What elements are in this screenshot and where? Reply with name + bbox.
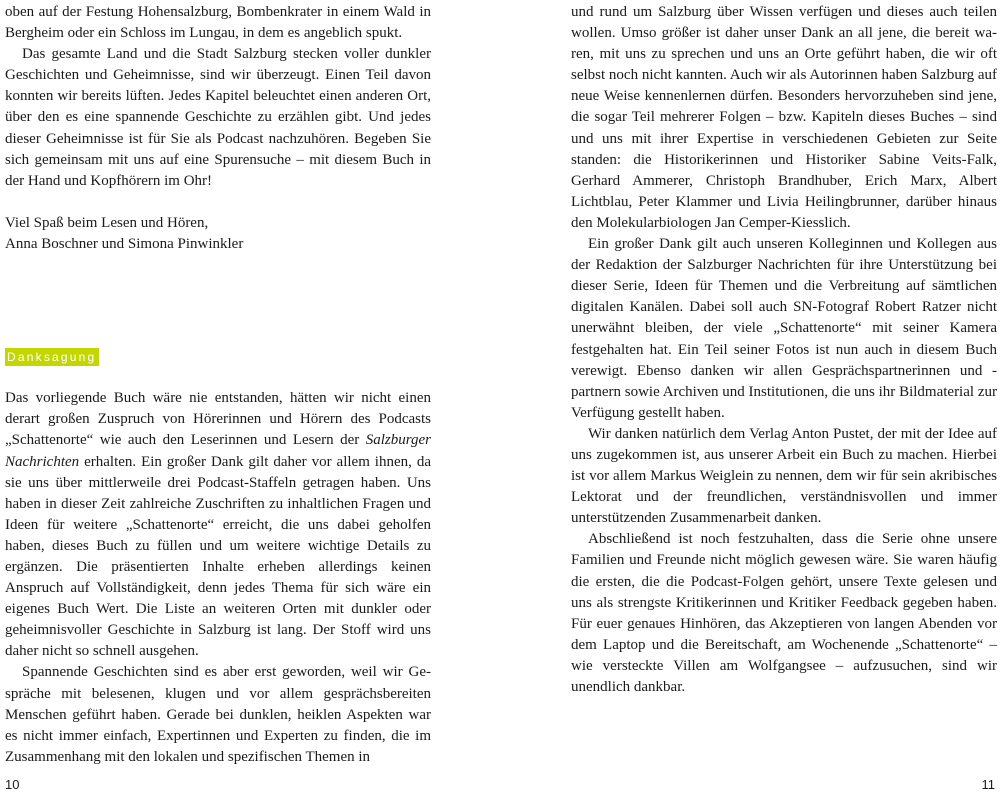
page-number-right: 11	[981, 777, 995, 792]
acknowledgement-paragraph-1	[5, 388, 431, 662]
newspaper-title: Salzburger Nachrichten	[5, 432, 431, 470]
author-names: Anna Boschner und Simona Pinwinkler	[5, 236, 244, 253]
ack-text-part-2: erhalten. Ein großer Dank gilt daher vor allem ihnen, da sie uns über mittlerweile drei Podcast-Staffeln getragen haben. Uns haben in dieser Zeit zahlreiche Zuschriften zu inhaltlichen Fragen und Ideen für weitere „Schattenorte“ erreicht, die uns dabei geholfen haben, dieses Buch zu füllen und um weitere wichtige Details zu ergänzen. Die präsentierten Inhalte erheben allerdings keinen Anspruch auf Vollständigkeit, denn jedes Thema für sich wäre ein eigenes Buch Wert. Die Liste an weiteren Orten mit dunkler oder geheimnisvoller Geschichte in Salzburg ist lang. Der Stoff wird uns daher nicht so schnell ausgehen.	[5, 453, 431, 660]
right-paragraph-4: Abschließend ist noch festzuhalten, dass die Serie ohne unsere Familien und Freunde nicht möglich gewesen wäre. Sie waren häufig die ersten, die die Podcast-Folgen gehört, unsere Texte gelesen und uns als strengste Kritikerinnen und Kritiker Feedback gegeben haben. Für euer genaues Hinhören, das Akzeptieren von langen Abenden vor dem Laptop und die Bereitschaft, am Wochenende „Schattenorte“ – wie versteckte Villen am Wolfgangsee – aufzusuchen, sind wir unendlich dankbar.	[571, 531, 997, 695]
acknowledgement-paragraph-2: Spannende Geschichten sind es aber erst geworden, weil wir Gespräche mit belesenen, klugen und vor allem gesprächsbereiten Menschen geführt haben. Gerade bei dunklen, heiklen Aspekten war es nicht immer einfach, Expertinnen und Experten zu finden, die im Zusammenhang mit den lokalen und spezifischen Themen in	[5, 664, 431, 765]
ack-text-part-1: Das vorliegende Buch wäre nie entstanden, hätten wir nicht einen derart großen Zuspruch von Hörerinnen und Hörern des Podcasts „Schattenorte“ wie auch den Leserinnen und Lesern der	[5, 390, 431, 449]
right-paragraph-3: Wir danken natürlich dem Verlag Anton Pustet, der mit der Idee auf uns zugekommen ist, aus unserer Arbeit ein Buch zu machen. Hierbei ist vor allem Markus Weiglein zu nennen, dem wir für sein akribisches Lektorat und der freundlichen, verständnisvollen und immer unterstützenden Zusammenarbeit danken.	[571, 425, 997, 527]
greeting-line: Viel Spaß beim Lesen und Hören,	[5, 214, 209, 231]
right-paragraph-2: Ein großer Dank gilt auch unseren Kolleginnen und Kollegen aus der Redaktion der Salzburger Nachrichten für ihre Unterstützung bei dieser Serie, Ideen für Themen und die Verbreitung auf sämtlichen digitalen Kanälen. Dabei soll auch SN-Fotograf Robert Ratzer nicht unerwähnt bleiben, der viele „Schattenorte“ mit seiner Kamera festgehalten hat. Ein Teil seiner Fotos ist nun auch in diesem Buch verewigt. Ebenso danken wir allen Gesprächspartnerinnen und -partnern sowie Archiven und Institutionen, die uns ihr Bildmaterial zur Verfügung gestellt haben.	[571, 236, 997, 421]
page-number-left: 10	[5, 777, 20, 792]
left-paragraph-2: Das gesamte Land und die Stadt Salzburg stecken voller dunkler Geschichten und Geheimnisse, sind wir überzeugt. Einen Teil davon konnten wir bereits lüften. Jedes Kapitel beleuchtet einen anderen Ort, über den es eine spannende Geschichte zu erzählen gibt. Und jedes dieser Geheimnisse ist für Sie als Podcast nachzuhören. Begeben Sie sich gemeinsam mit uns auf eine Spurensuche – mit diesem Buch in der Hand und Kopfhörern im Ohr!	[5, 46, 431, 189]
section-heading-danksagung: Danksagung	[5, 348, 99, 366]
left-page	[5, 2, 431, 768]
right-paragraph-1: und rund um Salzburg über Wissen verfügen und dieses auch teilen wollen. Umso größer ist daher unser Dank an all jene, die bereit waren, mit uns zu sprechen und uns an Orte geführt haben, die wir oft selbst noch nicht kannten. Auch wir als Autorinnen haben Salzburg auf neue Weise kennenlernen dürfen. Besonders hervorzuheben sind jene, die sogar Teil mehrerer Folgen – bzw. Kapiteln dieses Buches – sind und uns mit ihrer Expertise in verschiedenen Gebieten zur Seite standen: die Historikerinnen und Historiker Sabine Veits-Falk, Gerhard Ammerer, Christoph Brandhuber, Erich Marx, Albert Lichtblau, Peter Klammer und Livia Heilingbrunner, darüber hinaus den Molekularbiologen Jan Cemper-Kiesslich.	[571, 4, 997, 231]
left-paragraph-1: oben auf der Festung Hohensalzburg, Bombenkrater in einem Wald in Bergheim oder ein Schloss im Lungau, in dem es angeblich spukt.	[5, 4, 431, 42]
right-page	[571, 2, 997, 698]
